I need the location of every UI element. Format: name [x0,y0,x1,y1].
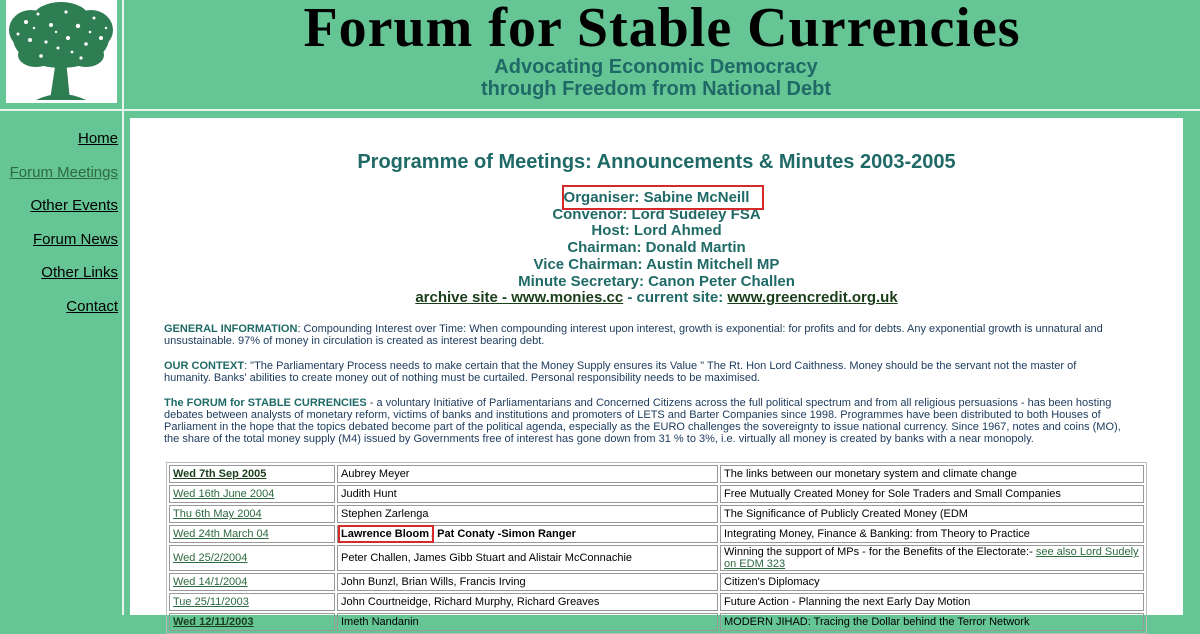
divider-horizontal [0,109,1200,111]
nav-forum-news[interactable]: Forum News [32,230,118,248]
meeting-speakers: John Bunzl, Brian Wills, Francis Irving [337,573,718,591]
meeting-speakers: John Courtneidge, Richard Murphy, Richard Greaves [337,593,718,611]
forum-label: The FORUM for STABLE CURRENCIES [164,397,367,409]
sites-separator: - current site: [623,289,728,307]
meeting-date-link[interactable]: Wed 16th June 2004 [173,488,275,500]
meeting-topic [720,545,1144,571]
sites-line [130,290,1183,307]
archive-site-link[interactable]: archive site - www.monies.cc [415,289,624,307]
subtitle-line-2: through Freedom from National Debt [481,78,831,100]
nav-forum-meetings[interactable]: Forum Meetings [9,163,118,181]
highlighted-speaker: Lawrence Bloom [341,528,430,540]
nav-contact[interactable]: Contact [66,297,118,315]
site-title: Forum for Stable Currencies [303,0,1021,59]
our-context [164,360,1124,384]
meeting-speakers: Aubrey Meyer [337,465,718,483]
current-site-link[interactable]: www.greencredit.org.uk [727,289,898,307]
meeting-speakers: Peter Challen, James Gibb Stuart and Alistair McConnachie [337,545,718,571]
meeting-topic: Future Action - Planning the next Early Day Motion [720,593,1144,611]
vice-chairman-line: Vice Chairman: Austin Mitchell MP [533,255,780,273]
general-label: GENERAL INFORMATION [164,323,298,335]
forum-text: - a voluntary Initiative of Parliamentarians and Concerned Citizens across the full political spectrum and from all religious persuasions - has been hosting debates between analysts of monetary reform, victims of banks and institutions and promoters of LETS and Barter Companies since 1998. Programmes have been distributed to both Houses of Parliament in the hope that the topics debated become part of the political agenda, especially as the EURO challenges the sovereignty to issue national currency. Since 1967, notes and coins (MO), the share of the total money supply (M4) issued by Governments free of interest has gone down from 31 % to 3%, i.e. virtually all money is created by banks with a near monopoly. [164,397,1121,445]
meeting-date-link[interactable]: Wed 12/11/2003 [173,616,254,628]
meeting-date-link[interactable]: Wed 25/2/2004 [173,552,248,564]
content-panel [130,118,1183,628]
logo-cell [0,0,121,108]
table-row [169,545,1144,571]
forum-description [164,397,1124,445]
minute-secretary-line: Minute Secretary: Canon Peter Challen [518,272,795,290]
meeting-date-link[interactable]: Wed 24th March 04 [173,528,269,540]
nav-home[interactable]: Home [77,130,118,147]
table-row [169,465,1144,483]
general-text: : Compounding Interest over Time: When compounding interest upon interest, growth is exponential: for profits and for debts. Any exponential growth is unnatural and unsustainable. 97% of money in circulation is created as interest bearing debt. [164,323,1103,347]
nav-other-links[interactable]: Other Links [41,264,118,282]
table-row [169,485,1144,503]
meeting-date-link[interactable]: Wed 7th Sep 2005 [173,468,267,480]
context-text: : "The Parliamentary Process needs to make certain that the Money Supply ensures its Value " The Rt. Hon Lord Caithness. Money should be the servant not the master of humanity. Banks' abilities to create money out of nothing must be curtailed. Personal responsibility needs to be maximised. [164,360,1077,384]
meeting-date-link[interactable]: Tue 25/11/2003 [173,596,249,608]
meeting-speakers: Imeth Nandanin [337,613,718,631]
table-row [169,573,1144,591]
meeting-date-link[interactable]: Thu 6th May 2004 [173,508,262,520]
table-row [169,525,1144,543]
organiser-line: Organiser: Sabine McNeill [563,189,750,206]
meeting-topic: The Significance of Publicly Created Money (EDM [720,505,1144,523]
site-subtitle [124,56,1188,100]
other-speakers: , Pat Conaty -Simon Ranger [431,528,576,540]
meeting-topic: MODERN JIHAD: Tracing the Dollar behind the Terror Network [720,613,1144,631]
meeting-speakers: Judith Hunt [337,485,718,503]
subtitle-line-1: Advocating Economic Democracy [494,56,818,78]
host-line: Host: Lord Ahmed [591,222,722,240]
meeting-topic: Citizen's Diplomacy [720,573,1144,591]
sidebar-nav [0,130,118,332]
edm-link[interactable]: see also Lord Sudely on EDM 323 [724,546,1139,570]
tree-logo [6,0,117,103]
topic-text: Winning the support of MPs - for the Benefits of the Electorate:- [724,546,1036,558]
nav-other-events[interactable]: Other Events [30,197,118,215]
table-row [169,613,1144,631]
context-label: OUR CONTEXT [164,360,245,372]
meeting-speakers: Stephen Zarlenga [337,505,718,523]
table-row [169,593,1144,611]
general-information [164,323,1124,347]
chairman-line: Chairman: Donald Martin [567,239,746,257]
table-row [169,505,1144,523]
meeting-date-link[interactable]: Wed 14/1/2004 [173,576,248,588]
meeting-topic: Integrating Money, Finance & Banking: from Theory to Practice [720,525,1144,543]
page-title: Programme of Meetings: Announcements & Minutes 2003-2005 [357,151,956,173]
organiser-highlight-box [562,185,764,210]
meeting-speakers [337,525,718,543]
convenor-line: Convenor: Lord Sudeley FSA [552,205,761,223]
meeting-topic: Free Mutually Created Money for Sole Traders and Small Companies [720,485,1144,503]
meetings-table [166,462,1147,634]
meeting-topic: The links between our monetary system and climate change [720,465,1144,483]
